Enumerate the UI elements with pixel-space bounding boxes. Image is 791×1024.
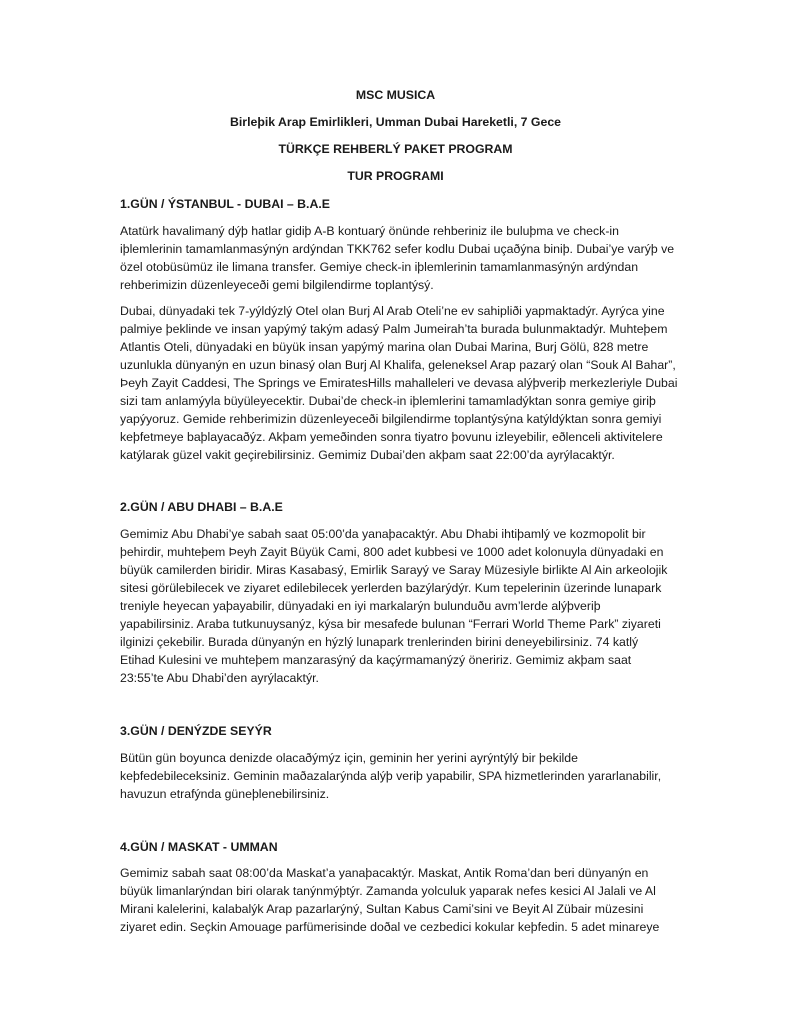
text-line: sizi tam anlamýyla büyüleyecektir. Dubai’de check-in iþlemlerini tamamladýktan sonra gemiye giriþ [120,394,656,408]
program-title: TUR PROGRAMI [347,169,444,183]
ship-title: MSC MUSICA [355,88,436,102]
day1-paragraph-1 [120,222,675,294]
day2-paragraph-1 [120,525,675,687]
text-line: þehirdir, muhteþem Þeyh Zayit Büyük Cami, 800 adet kubbesi ve 1000 adet kolonuyla dünyadaki en [120,545,664,559]
text-line: özel otobüsümüz ile limana transfer. Gemiye check-in iþlemlerinin tamamlanmasýnýn ardýndan [120,260,639,274]
day3-heading: 3.GÜN / DENÝZDE SEYÝR [120,724,272,738]
text-line: Mirani kalelerini, kalabalýk Arap pazarlarýný, Sultan Kabus Cami’sini ve Beyit Al Zübair müzesini [120,902,644,916]
text-line: palmiye þeklinde ve insan yapýmý takým adasý Palm Jumeirah’ta burada bulunmaktadýr. Muhteþem [120,322,668,336]
day3-paragraph-1 [120,749,675,803]
text-line: ilginizi çekebilir. Burada dünyanýn en hýzlý lunapark trenlerinden birini deneyebilirsiniz. 74 katlý [120,635,639,649]
day4-paragraph-1 [120,864,675,936]
text-line: keþfedebileceksiniz. Geminin maðazalarýnda alýþ veriþ yapabilir, SPA hizmetlerinden yararlanabilir, [120,769,662,783]
day1-paragraph-2 [120,302,678,464]
text-line: havuzun etrafýnda güneþlenebilirsiniz. [120,787,330,801]
text-line: yapabilirsiniz. Araba tutkunuysanýz, kýsa bir mesafede bulunan “Ferrari World Theme Park” ziyareti [120,617,661,631]
text-line: rehberimizin düzenleyeceði gemi bilgilendirme toplantýsý. [120,278,434,292]
day2-heading: 2.GÜN / ABU DHABI – B.A.E [120,500,283,514]
text-line: Etihad Kulesini ve muhteþem manzarasýný da kaçýrmamanýzý öneririz. Gemimiz akþam saat [120,653,632,667]
text-line: keþfetmeye baþlayacaðýz. Akþam yemeðinden sonra tiyatro þovunu izleyebilir, eðlenceli aktivitelere [120,430,663,444]
text-line: katýlarak güzel vakit geçirebilirsiniz. Gemimiz Dubai’den akþam saat 22:00’da ayrýlacaktýr. [120,448,615,462]
text-line: büyük camilerden biridir. Miras Kasabasý, Emirlik Sarayý ve Saray Müzesiyle birlikte Al Ain arkeolojik [120,563,668,577]
text-line: Dubai, dünyadaki tek 7-yýldýzlý Otel olan Burj Al Arab Oteli’ne ev sahipliði yapmaktadýr. Ayrýca yine [120,304,665,318]
text-line: büyük limanlarýndan biri olarak tanýnmýþtýr. Zamanda yolculuk yaparak nefes kesici Al Jalali ve Al [120,884,656,898]
text-line: 23:55’te Abu Dhabi’den ayrýlacaktýr. [120,671,319,685]
day1-heading: 1.GÜN / ÝSTANBUL - DUBAI – B.A.E [120,197,330,211]
text-line: uzunlukla dünyanýn en uzun binasý olan Burj Al Khalifa, geleneksel Arap pazarý olan “Souk Al Bahar”, [120,358,676,372]
route-title: Birleþik Arap Emirlikleri, Umman Dubai Hareketli, 7 Gece [229,115,561,129]
text-line: Gemimiz sabah saat 08:00’da Maskat’a yanaþacaktýr. Maskat, Antik Roma’dan beri dünyanýn en [120,866,649,880]
text-line: sitesi görülebilecek ve ziyaret edilebilecek yerlerden bazýlarýdýr. Kum tepelerinin üzerinde lunapark [120,581,662,595]
text-line: iþlemlerinin tamamlanmasýnýn ardýndan TKK762 sefer kodlu Dubai uçaðýna biniþ. Dubai’ye varýþ ve [120,242,675,256]
text-line: Þeyh Zayit Caddesi, The Springs ve EmiratesHills mahalleleri ve devasa alýþveriþ merkezleriyle Dubai [120,376,678,390]
text-line: Atlantis Oteli, dünyadaki en büyük insan yapýmý marina olan Dubai Marina, Burj Gölü, 828 metre [120,340,649,354]
text-line: Bütün gün boyunca denizde olacaðýmýz için, geminin her yerini ayrýntýlý bir þekilde [120,751,578,765]
text-line: Atatürk havalimaný dýþ hatlar gidiþ A-B kontuarý önünde rehberiniz ile buluþma ve check-in [120,224,619,238]
text-line: ziyaret edin. Seçkin Amouage parfümerisinde doðal ve cezbedici kokular keþfedin. 5 adet minareye [120,920,660,934]
text-line: treniyle heyecan yaþayabilir, dünyadaki en iyi markalarýn bulunduðu avm’lerde alýþveriþ [120,599,601,613]
text-line: yapýyoruz. Gemide rehberimizin düzenleyeceði bilgilendirme toplantýsýna katýldýktan sonra gemiyi [120,412,662,426]
package-title: TÜRKÇE REHBERLÝ PAKET PROGRAM [278,142,513,156]
text-line: Gemimiz Abu Dhabi’ye sabah saat 05:00’da yanaþacaktýr. Abu Dhabi ihtiþamlý ve kozmopolit bir [120,527,646,541]
day4-heading: 4.GÜN / MASKAT - UMMAN [120,840,278,854]
